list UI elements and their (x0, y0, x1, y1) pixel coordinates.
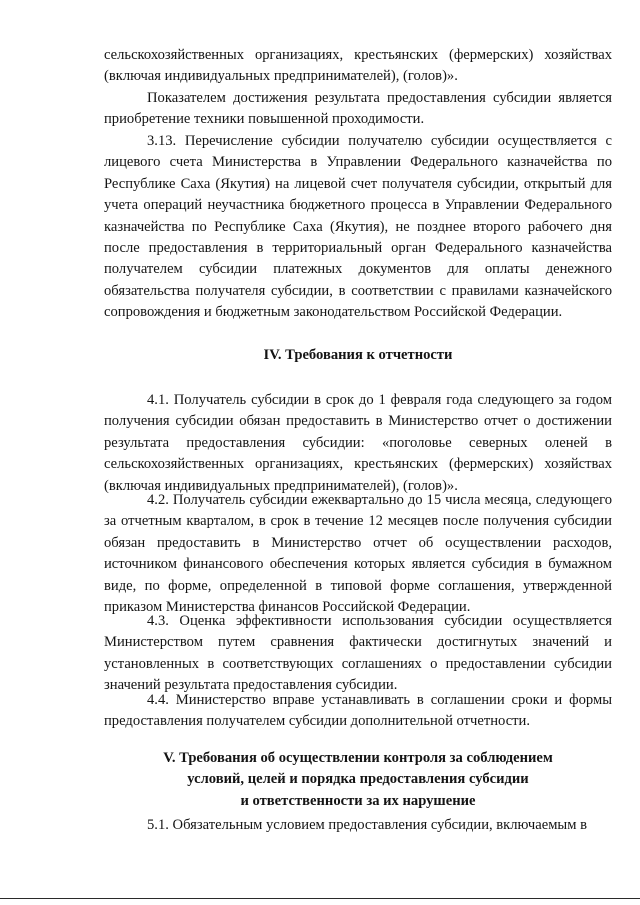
paragraph-4-4: 4.4. Министерство вправе устанавливать в соглашении сроки и формы предоставления получателем субсидии дополнительной отчетности. (104, 692, 612, 730)
section-iv-title: IV. Требования к отчетности (263, 347, 453, 363)
paragraph-5-1: 5.1. Обязательным условием предоставления субсидии, включаемым в (147, 817, 588, 833)
section-v-title-line1: V. Требования об осуществлении контроля за соблюдением (163, 750, 553, 766)
page-bottom-rule (0, 898, 640, 899)
paragraph-continuation: сельскохозяйственных организациях, крестьянских (фермерских) хозяйствах (включая индивидуальных предпринимателей), (голов)». (104, 47, 612, 85)
paragraph-indicator: Показателем достижения результата предоставления субсидии является приобретение техники повышенной проходимости. (104, 90, 612, 128)
paragraph-3-13: 3.13. Перечисление субсидии получателю субсидии осуществляется с лицевого счета Министерства в Управлении Федерального казначейства по Республике Саха (Якутия) на лицевой счет получателя субсидии, открытый для учета операций неучастника бюджетного процесса в Управлении Федерального казначейства по Республике Саха (Якутия), не позднее второго рабочего дня после предоставления в территориальный орган Федерального казначейства получателем субсидии платежных документов для оплаты денежного обязательства получателя субсидии, в соответствии с правилами казначейского сопровождения и бюджетным законодательством Российской Федерации. (104, 133, 612, 321)
paragraph-4-2: 4.2. Получатель субсидии ежеквартально до 15 числа месяца, следующего за отчетным кварталом, в срок в течение 12 месяцев после получения субсидии обязан предоставить в Министерство отчет об осуществлении расходов, источником финансового обеспечения которых является субсидия в бумажном виде, по форме, определенной в типовой форме соглашения, утвержденной приказом Министерства финансов Российской Федерации. (104, 492, 612, 616)
section-v-heading (104, 748, 612, 812)
paragraph-4-3: 4.3. Оценка эффективности использования субсидии осуществляется Министерством путем сравнения фактически достигнутых значений и установленных в соответствующих соглашениях о предоставлении субсидии значений результата предоставления субсидии. (104, 613, 612, 694)
paragraph-4-1: 4.1. Получатель субсидии в срок до 1 февраля года следующего за годом получения субсидии обязан предоставить в Министерство отчет о достижении результата предоставления субсидии: «поголовье северных оленей в сельскохозяйственных организациях, крестьянских (фермерских) хозяйствах (включая индивидуальных предпринимателей), (голов)». (104, 392, 612, 494)
section-iv-heading (104, 345, 612, 366)
section-v-title-line3: и ответственности за их нарушение (240, 792, 476, 809)
section-v-title-line2: условий, целей и порядка предоставления субсидии (187, 771, 529, 788)
